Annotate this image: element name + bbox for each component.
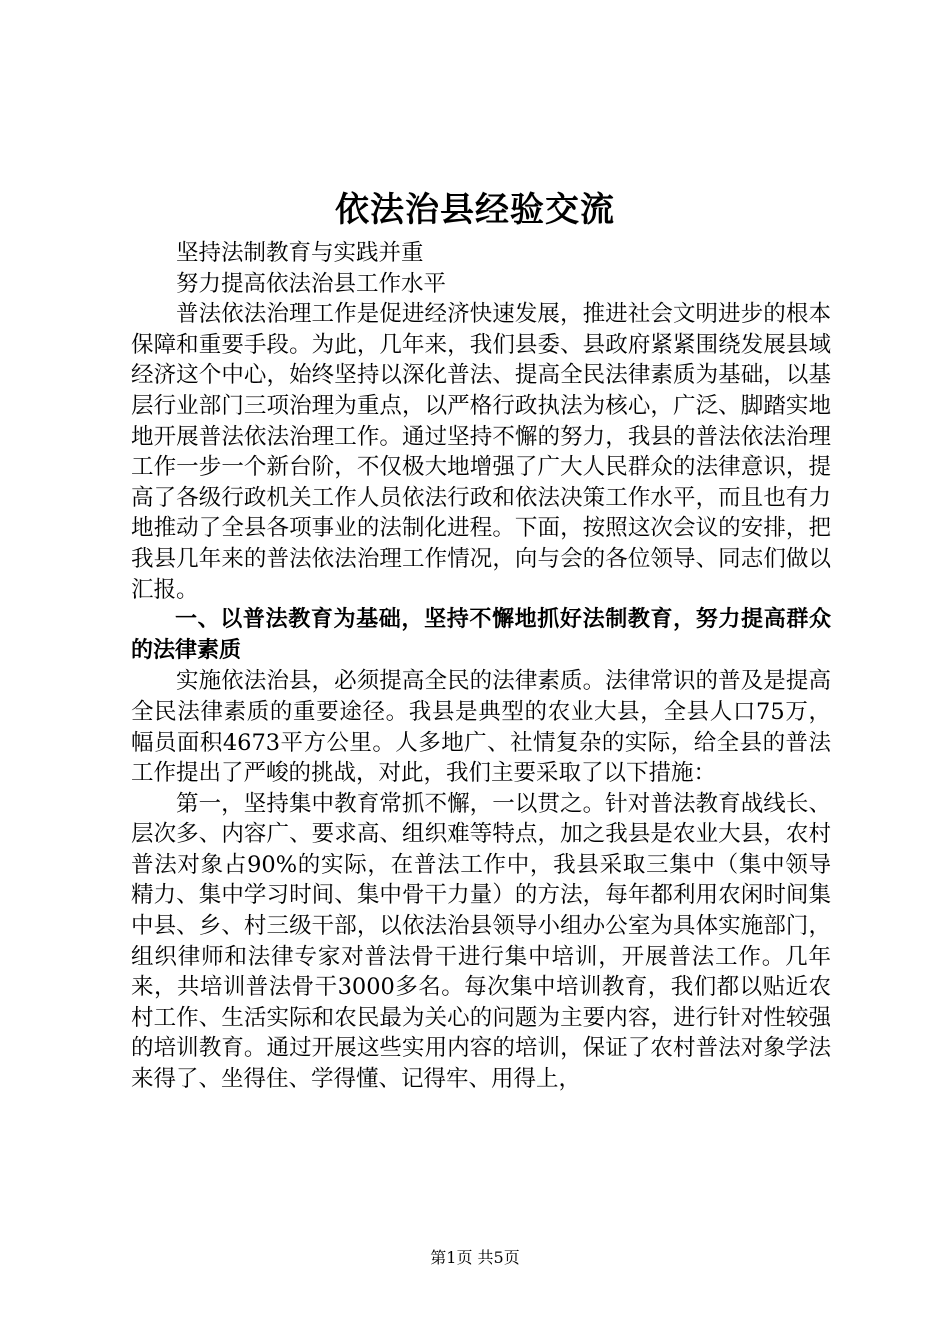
subtitle-1: 坚持法制教育与实践并重 (176, 240, 424, 266)
subtitle-2: 努力提高依法治县工作水平 (176, 270, 447, 297)
document-title: 依法治县经验交流 (335, 190, 615, 230)
intro-paragraph: 普法依法治理工作是促进经济快速发展，推进社会文明进步的根本保障和重要手段。为此，几年来，我们县委、县政府紧紧围绕发展县域经济这个中心，始终坚持以深化普法、提高全民法律素质为基础，以基层行业部门三项治理为重点，以严格行政执法为核心，广泛、脚踏实地地开展普法依法治理工作。通过坚持不懈的努力，我县的普法依法治理工作一步一个新台阶，不仅极大地增强了广大人民群众的法律意识，提高了各级行政机关工作人员依法行政和依法决策工作水平，而且也有力地推动了全县各项事业的法制化进程。下面，按照这次会议的安排，把我县几年来的普法依法治理工作情况，向与会的各位领导、同志们做以汇报。 (131, 301, 831, 603)
document-body (131, 238, 831, 1095)
page-number-footer: 第1页 共5页 (430, 1248, 520, 1267)
section-paragraph-1: 实施依法治县，必须提高全民的法律素质。法律常识的普及是提高全民法律素质的重要途径。我县是典型的农业大县，全县人口75万，幅员面积4673平方公里。人多地广、社情复杂的实际，给全县的普法工作提出了严峻的挑战，对此，我们主要采取了以下措施： (131, 668, 831, 787)
section-paragraph-2: 第一，坚持集中教育常抓不懈，一以贯之。针对普法教育战线长、层次多、内容广、要求高、组织难等特点，加之我县是农业大县，农村普法对象占90%的实际，在普法工作中，我县采取三集中（集中领导精力、集中学习时间、集中骨干力量）的方法，每年都利用农闲时间集中县、乡、村三级干部，以依法治县领导小组办公室为具体实施部门，组织律师和法律专家对普法骨干进行集中培训，开展普法工作。几年来，共培训普法骨干3000多名。每次集中培训教育，我们都以贴近农村工作、生活实际和农民最为关心的问题为主要内容，进行针对性较强的培训教育。通过开展这些实用内容的培训，保证了农村普法对象学法来得了、坐得住、学得懂、记得牢、用得上， (131, 790, 831, 1093)
section-heading-1: 一、以普法教育为基础，坚持不懈地抓好法制教育，努力提高群众的法律素质 (131, 607, 831, 663)
